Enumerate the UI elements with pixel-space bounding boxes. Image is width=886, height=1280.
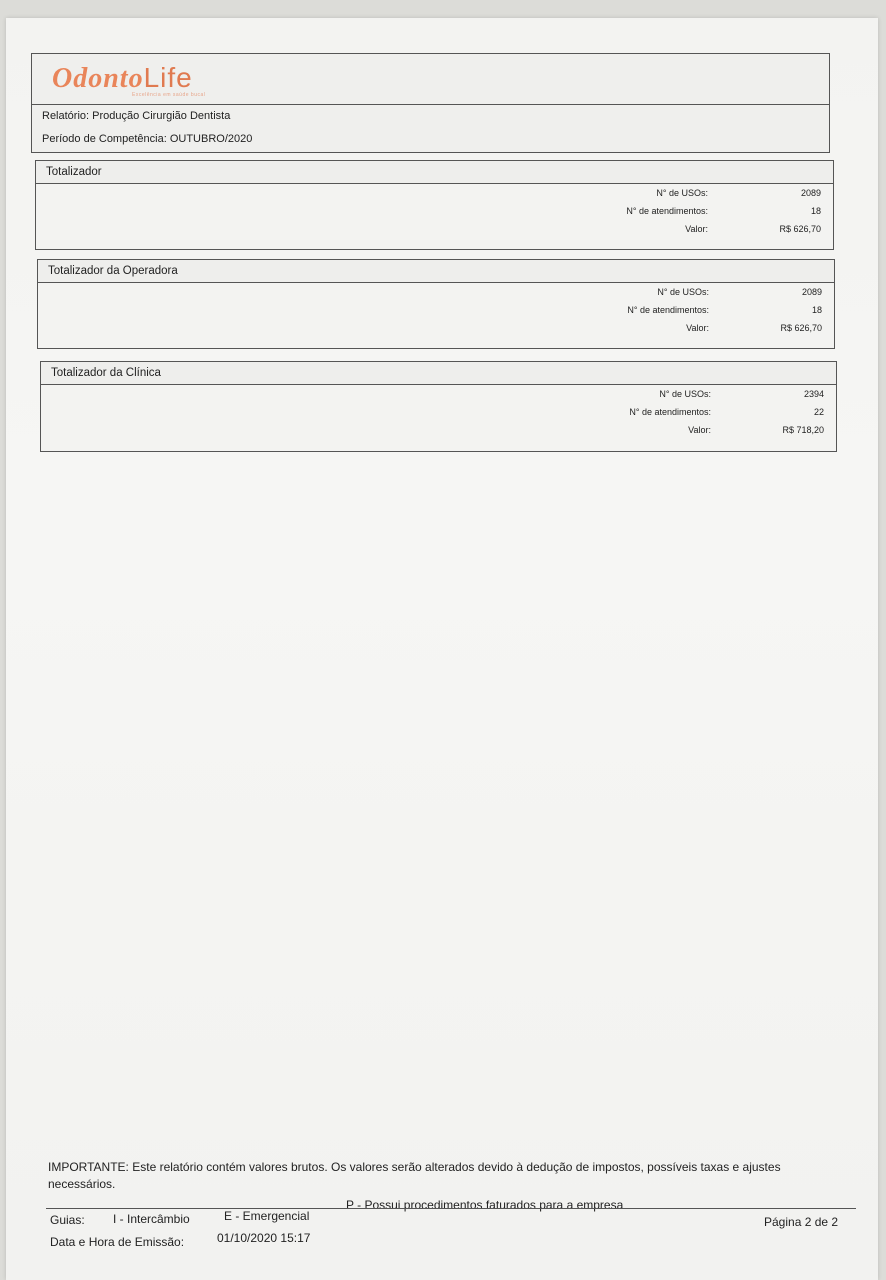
important-notice-line1: IMPORTANTE: Este relatório contém valores brutos. Os valores serão alterados devido à dedução de impostos, possíveis taxas e ajustes bbox=[48, 1160, 781, 1174]
summary-row: N° de atendimentos: 22 bbox=[629, 407, 824, 417]
emission-label: Data e Hora de Emissão: bbox=[50, 1235, 185, 1249]
guia-p-legend: P - Possui procedimentos faturados para a empresa bbox=[346, 1198, 624, 1212]
summary-row: N° de USOs: 2394 bbox=[659, 389, 824, 399]
section-title: Totalizador bbox=[36, 161, 833, 184]
guia-i-legend: I - Intercâmbio bbox=[113, 1212, 190, 1226]
report-period: Período de Competência: OUTUBRO/2020 bbox=[42, 133, 253, 145]
logo-row bbox=[32, 54, 829, 105]
guias-label: Guias: bbox=[50, 1213, 85, 1227]
totalizador-clinica-box bbox=[40, 361, 837, 452]
summary-row: N° de atendimentos: 18 bbox=[627, 305, 822, 315]
page-number: Página 2 de 2 bbox=[764, 1215, 839, 1229]
emission-datetime: 01/10/2020 15:17 bbox=[217, 1231, 311, 1245]
totalizador-box bbox=[35, 160, 834, 250]
summary-row: N° de atendimentos: 18 bbox=[626, 206, 821, 216]
summary-row: Valor: R$ 718,20 bbox=[688, 425, 824, 435]
important-notice-line2: necessários. bbox=[48, 1177, 116, 1191]
totalizador-operadora-box bbox=[37, 259, 835, 349]
section-title: Totalizador da Clínica bbox=[41, 362, 836, 385]
summary-row: N° de USOs: 2089 bbox=[656, 188, 821, 198]
odontolife-logo: OdontoLife bbox=[52, 62, 193, 94]
report-title: Relatório: Produção Cirurgião Dentista bbox=[42, 110, 231, 122]
footer-divider bbox=[46, 1208, 856, 1209]
report-header bbox=[31, 53, 830, 153]
summary-row: Valor: R$ 626,70 bbox=[685, 224, 821, 234]
section-title: Totalizador da Operadora bbox=[38, 260, 834, 283]
guia-e-legend: E - Emergencial bbox=[224, 1209, 310, 1223]
summary-row: N° de USOs: 2089 bbox=[657, 287, 822, 297]
summary-row: Valor: R$ 626,70 bbox=[686, 323, 822, 333]
logo-tagline: Excelência em saúde bucal bbox=[132, 92, 206, 98]
